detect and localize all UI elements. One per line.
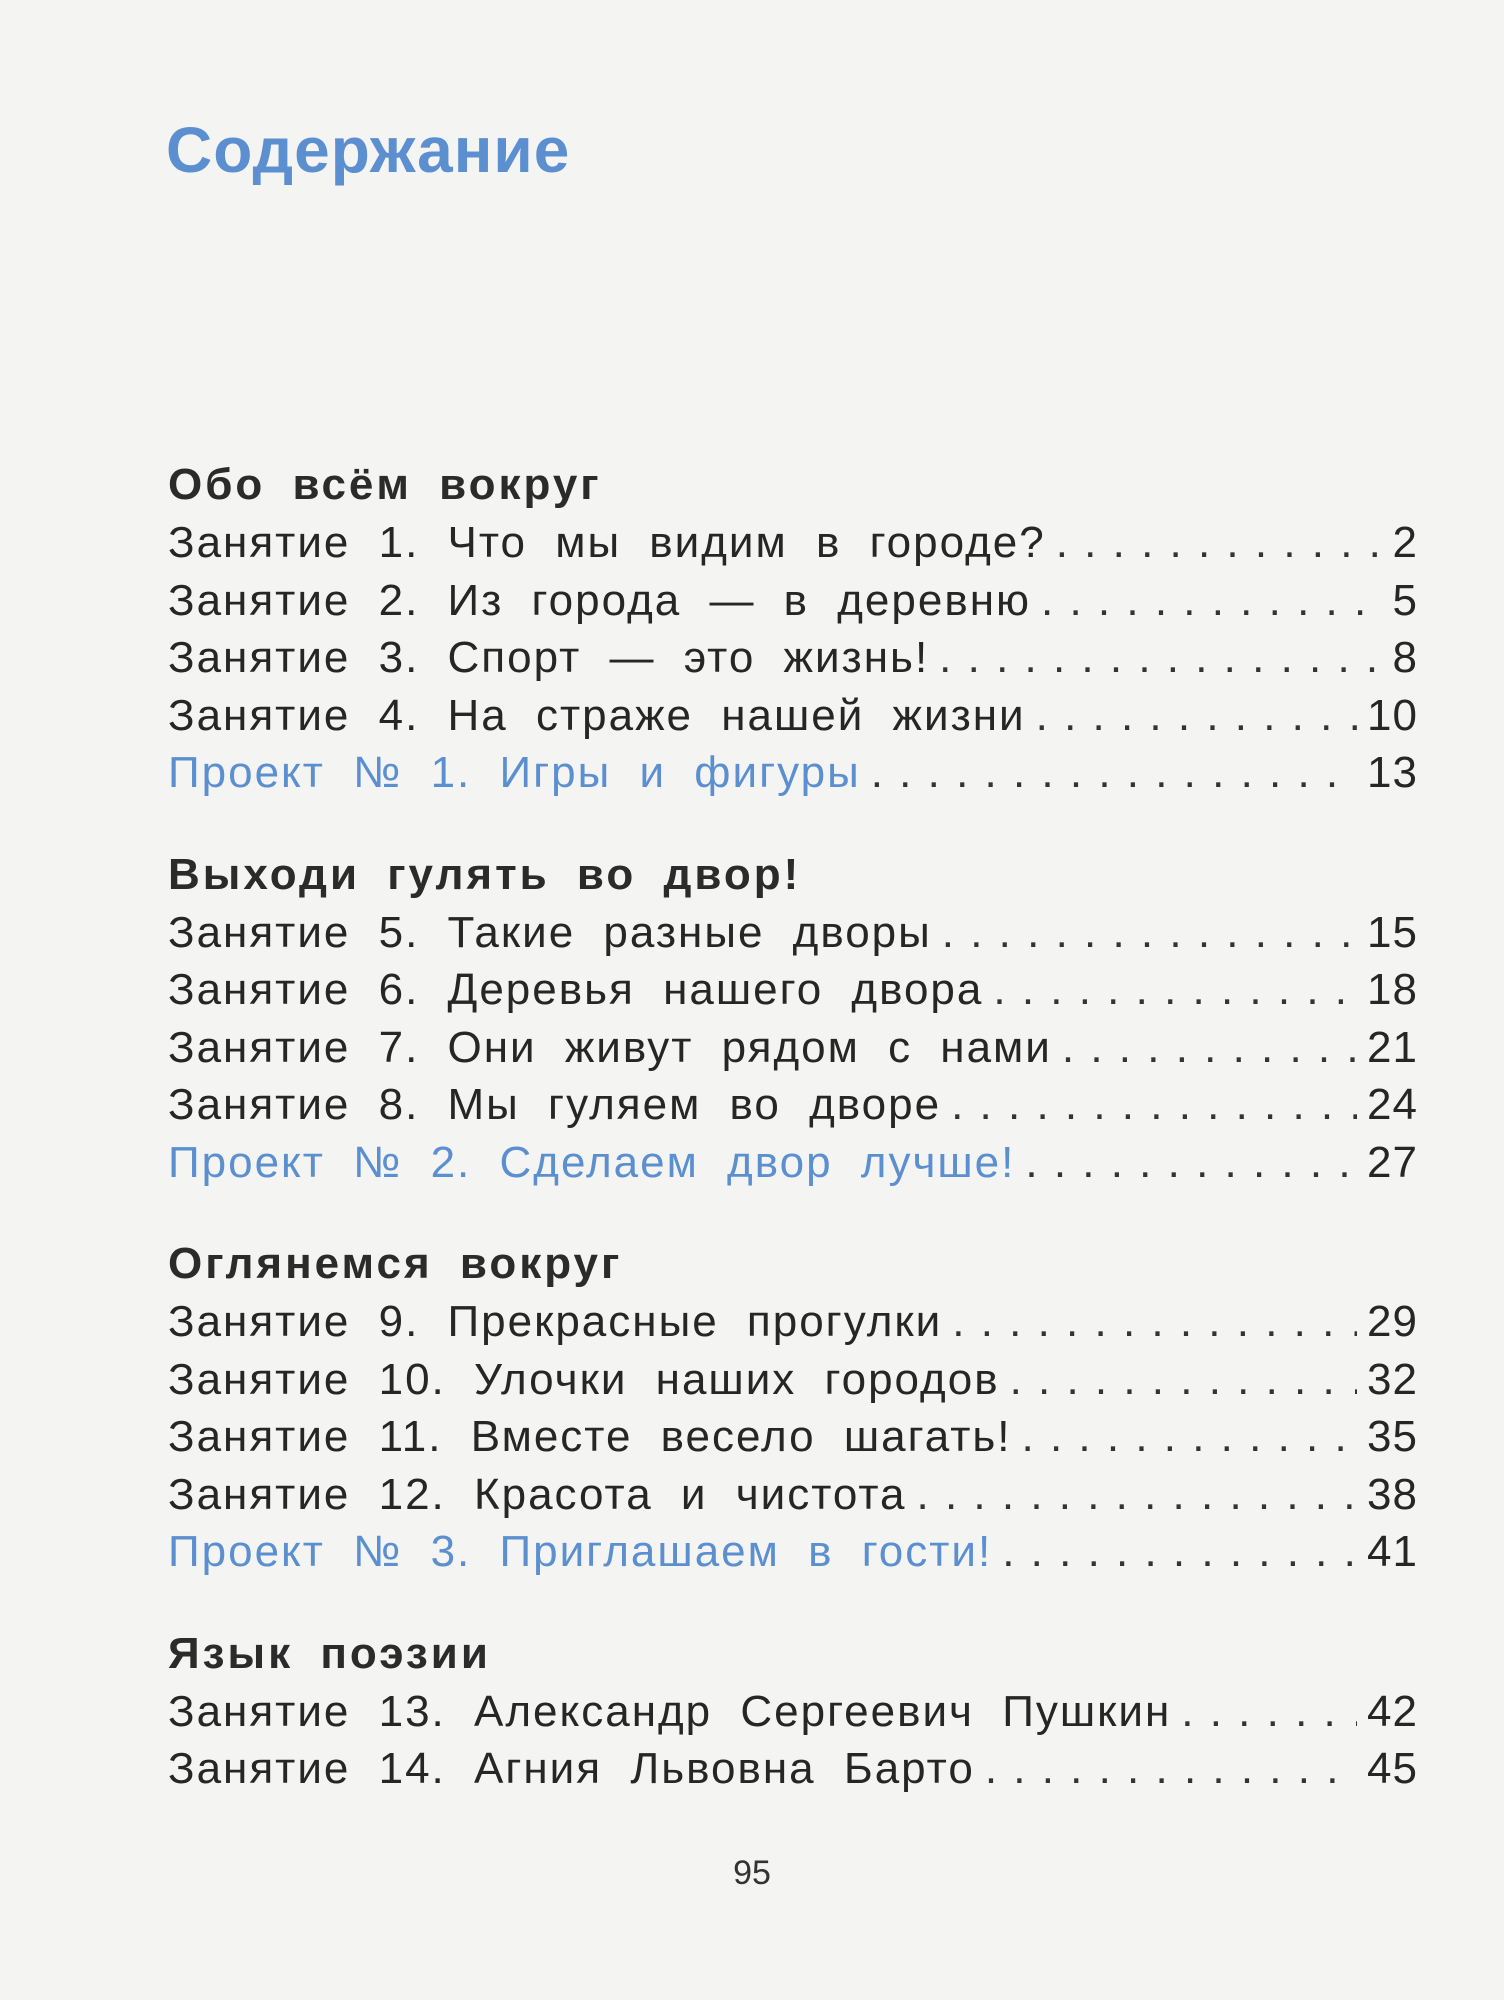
dot-leader xyxy=(993,961,1357,1019)
toc-project-entry xyxy=(168,1134,1418,1192)
toc-entry xyxy=(168,1076,1418,1134)
dot-leader xyxy=(942,904,1357,962)
entry-label: Занятие 3. Спорт — это жизнь! xyxy=(168,633,930,682)
entry-label: Занятие 5. Такие разные дворы xyxy=(168,907,932,957)
entry-page-number: 35 xyxy=(1367,1412,1418,1461)
toc-entry xyxy=(168,961,1418,1019)
toc-entry xyxy=(168,1019,1418,1077)
entry-page-number: 24 xyxy=(1367,1080,1418,1129)
entry-label: Занятие 13. Александр Сергеевич Пушкин xyxy=(168,1686,1172,1736)
dot-leader xyxy=(917,1466,1358,1524)
entry-label: Занятие 1. Что мы видим в городе? xyxy=(168,518,1046,567)
entry-page-number: 13 xyxy=(1367,748,1418,797)
dot-leader xyxy=(1002,1523,1357,1581)
toc-entry xyxy=(168,514,1418,572)
entry-page-number: 42 xyxy=(1367,1686,1418,1736)
dot-leader xyxy=(985,1740,1357,1798)
dot-leader xyxy=(1036,687,1357,745)
entry-page-number: 41 xyxy=(1367,1527,1418,1576)
dot-leader xyxy=(1181,1683,1357,1741)
toc-entry xyxy=(168,629,1418,687)
entry-page-number: 15 xyxy=(1367,907,1418,957)
entry-label: Занятие 11. Вместе весело шагать! xyxy=(168,1412,1012,1461)
toc-entry xyxy=(168,1466,1418,1524)
entry-label: Занятие 4. На страже нашей жизни xyxy=(168,690,1026,740)
dot-leader xyxy=(1062,1019,1357,1077)
toc-entry xyxy=(168,1683,1418,1741)
dot-leader xyxy=(1022,1408,1358,1466)
toc-entry xyxy=(168,1408,1418,1466)
toc-entry xyxy=(168,1293,1418,1351)
toc-section xyxy=(168,1235,1418,1581)
entry-page-number: 29 xyxy=(1367,1297,1418,1346)
entry-page-number: 5 xyxy=(1392,575,1418,625)
dot-leader xyxy=(871,744,1357,802)
entry-page-number: 2 xyxy=(1392,518,1418,567)
entry-page-number: 21 xyxy=(1367,1022,1418,1072)
entry-page-number: 27 xyxy=(1367,1137,1418,1187)
dot-leader xyxy=(1041,572,1382,630)
entry-label: Занятие 14. Агния Львовна Барто xyxy=(168,1744,975,1793)
dot-leader xyxy=(952,1293,1357,1351)
entry-label: Занятие 12. Красота и чистота xyxy=(168,1469,907,1519)
entry-page-number: 45 xyxy=(1367,1744,1418,1793)
page-title: Содержание xyxy=(166,114,571,186)
dot-leader xyxy=(1056,514,1383,572)
section-title: Обо всём вокруг xyxy=(168,460,602,509)
section-title: Язык поэзии xyxy=(168,1628,491,1678)
toc-entry xyxy=(168,1351,1418,1409)
entry-page-number: 18 xyxy=(1367,965,1418,1014)
entry-label: Занятие 2. Из города — в деревню xyxy=(168,575,1032,625)
entry-page-number: 8 xyxy=(1392,633,1418,682)
section-title: Выходи гулять во двор! xyxy=(168,849,802,899)
entry-label: Занятие 9. Прекрасные прогулки xyxy=(168,1297,943,1346)
entry-page-number: 10 xyxy=(1367,690,1418,740)
dot-leader xyxy=(939,629,1382,687)
toc-section xyxy=(168,456,1418,802)
toc-entry xyxy=(168,572,1418,630)
toc-section xyxy=(168,846,1418,1192)
dot-leader xyxy=(1025,1134,1357,1192)
entry-label: Занятие 8. Мы гуляем во дворе xyxy=(168,1080,942,1129)
toc-project-entry xyxy=(168,744,1418,802)
toc-entry xyxy=(168,687,1418,745)
entry-label: Занятие 6. Деревья нашего двора xyxy=(168,965,984,1014)
toc-section xyxy=(168,1625,1418,1798)
toc-project-entry xyxy=(168,1523,1418,1581)
dot-leader xyxy=(951,1076,1357,1134)
dot-leader xyxy=(1010,1351,1357,1409)
toc-entry xyxy=(168,904,1418,962)
project-label: Проект № 3. Приглашаем в гости! xyxy=(168,1527,993,1576)
page-number: 95 xyxy=(733,1854,771,1892)
toc-entry xyxy=(168,1740,1418,1798)
entry-page-number: 38 xyxy=(1367,1469,1418,1519)
project-label: Проект № 1. Игры и фигуры xyxy=(168,748,861,797)
section-title: Оглянемся вокруг xyxy=(168,1239,623,1288)
entry-label: Занятие 10. Улочки наших городов xyxy=(168,1354,1000,1404)
entry-page-number: 32 xyxy=(1367,1354,1418,1404)
project-label: Проект № 2. Сделаем двор лучше! xyxy=(168,1137,1016,1187)
table-of-contents xyxy=(168,456,1418,1842)
entry-label: Занятие 7. Они живут рядом с нами xyxy=(168,1022,1052,1072)
